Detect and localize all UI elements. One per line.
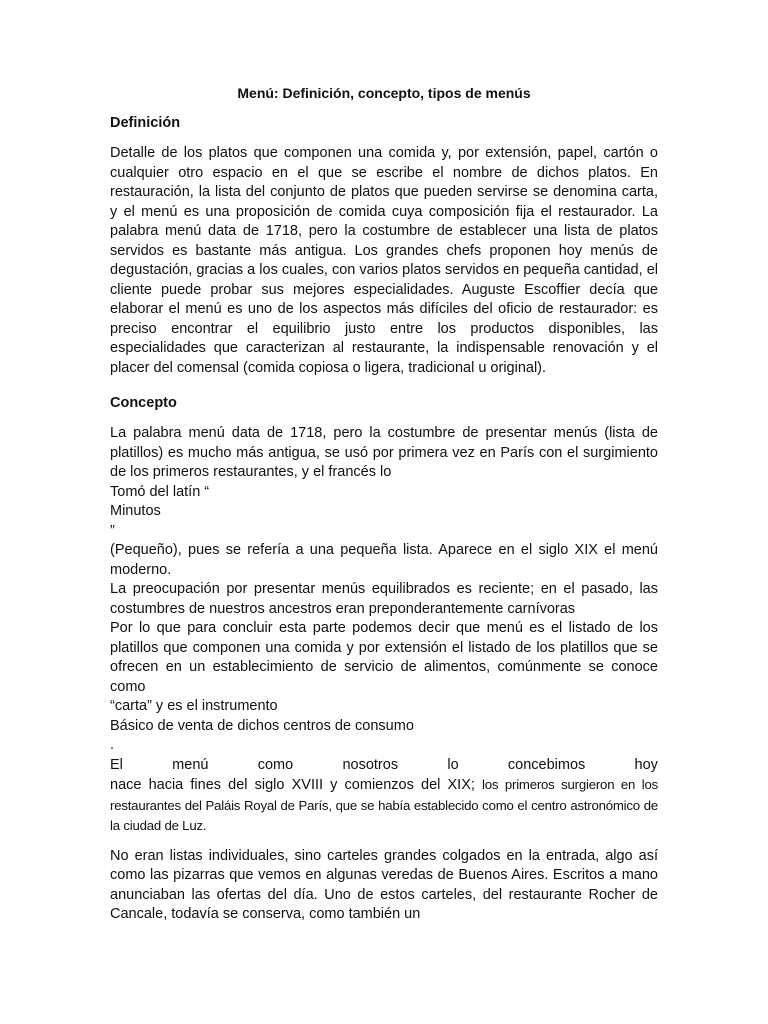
spread-word: menú — [172, 756, 209, 773]
paragraph-concepto-1: La palabra menú data de 1718, pero la costumbre de presentar menús (lista de platillos) es mucho más antigua, se usó por primera vez en París con el surgimiento de los primeros restaurantes, y el francés lo — [110, 425, 658, 480]
spread-word: nosotros — [342, 756, 399, 773]
spacer — [110, 837, 658, 847]
paragraph-definicion: Detalle de los platos que componen una comida y, por extensión, papel, cartón o cualquier otro espacio en el que se escribe el nombre de dichos platos. En restauración, la lista del conjunto de platos que pueden servirse se denomina carta, y el menú es una proposición de comida cuya composición fija el restaurador. La palabra menú data de 1718, pero la costumbre de establecer una lista de platos servidos es bastante más antigua. Los grandes chefs proponen hoy menús de degustación, gracias a los cuales, con varios platos servidos en pequeña cantidad, el cliente puede probar sus mejores especialidades. Auguste Escoffier decía que elaborar el menú es uno de los aspectos más difíciles del oficio de restaurador: es preciso encontrar el equilibrio justo entre los productos disponibles, las especialidades que caracterizan al restaurante, la indispensable renovación y el placer del comensal (comida copiosa o ligera, tradicional u original). — [110, 145, 658, 376]
text-line-basico: Básico de venta de dichos centros de consumo — [110, 717, 414, 734]
paragraph-concepto-4: Por lo que para concluir esta parte podemos decir que menú es el listado de los platillos que componen una comida y por extensión el listado de los platillos que se ofrecen en un establecimiento de servicio de alimentos, comúnmente se conoce como — [110, 620, 658, 695]
spread-word: El — [110, 756, 123, 773]
paragraph-concepto-2: (Pequeño), pues se refería a una pequeña lista. Aparece en el siglo XIX el menú moderno. — [110, 542, 658, 578]
text-line-tomo: Tomó del latín “ — [110, 483, 210, 500]
text-line-period: . — [110, 737, 115, 753]
spread-word: lo — [447, 756, 459, 773]
paragraph-concepto-3: La preocupación por presentar menús equilibrados es reciente; en el pasado, las costumbres de nuestros ancestros eran preponderantemente carnívoras — [110, 581, 658, 617]
document-title: Menú: Definición, concepto, tipos de menús — [237, 85, 531, 101]
paragraph-concepto-5-small: los primeros surgieron en los restaurantes del Paláis Royal de París, que se había establecido como el centro astronómico de la ciudad de Luz. — [110, 777, 659, 833]
paragraph-concepto-5 — [110, 775, 658, 837]
paragraph-concepto-6: No eran listas individuales, sino carteles grandes colgados en la entrada, algo así como las pizarras que vemos en algunas veredas de Buenos Aires. Escritos a mano anunciaban las ofertas del día. Uno de estos carteles, del restaurante Rocher de Cancale, todavía se conserva, como también un — [110, 847, 658, 922]
spacer — [110, 378, 658, 394]
spread-word: hoy — [634, 756, 658, 773]
section-heading-definicion: Definición — [110, 115, 181, 131]
text-line-quote: ” — [110, 522, 115, 539]
spread-word: como — [257, 756, 294, 773]
paragraph-concepto-5-normal: nace hacia fines del siglo XVIII y comienzos del XIX; — [110, 777, 483, 793]
section-heading-concepto: Concepto — [110, 395, 177, 411]
spread-word: concebimos — [507, 756, 586, 773]
spread-line — [110, 756, 658, 776]
text-line-minutos: Minutos — [110, 503, 161, 519]
text-line-carta: “carta” y es el instrumento — [110, 698, 278, 714]
